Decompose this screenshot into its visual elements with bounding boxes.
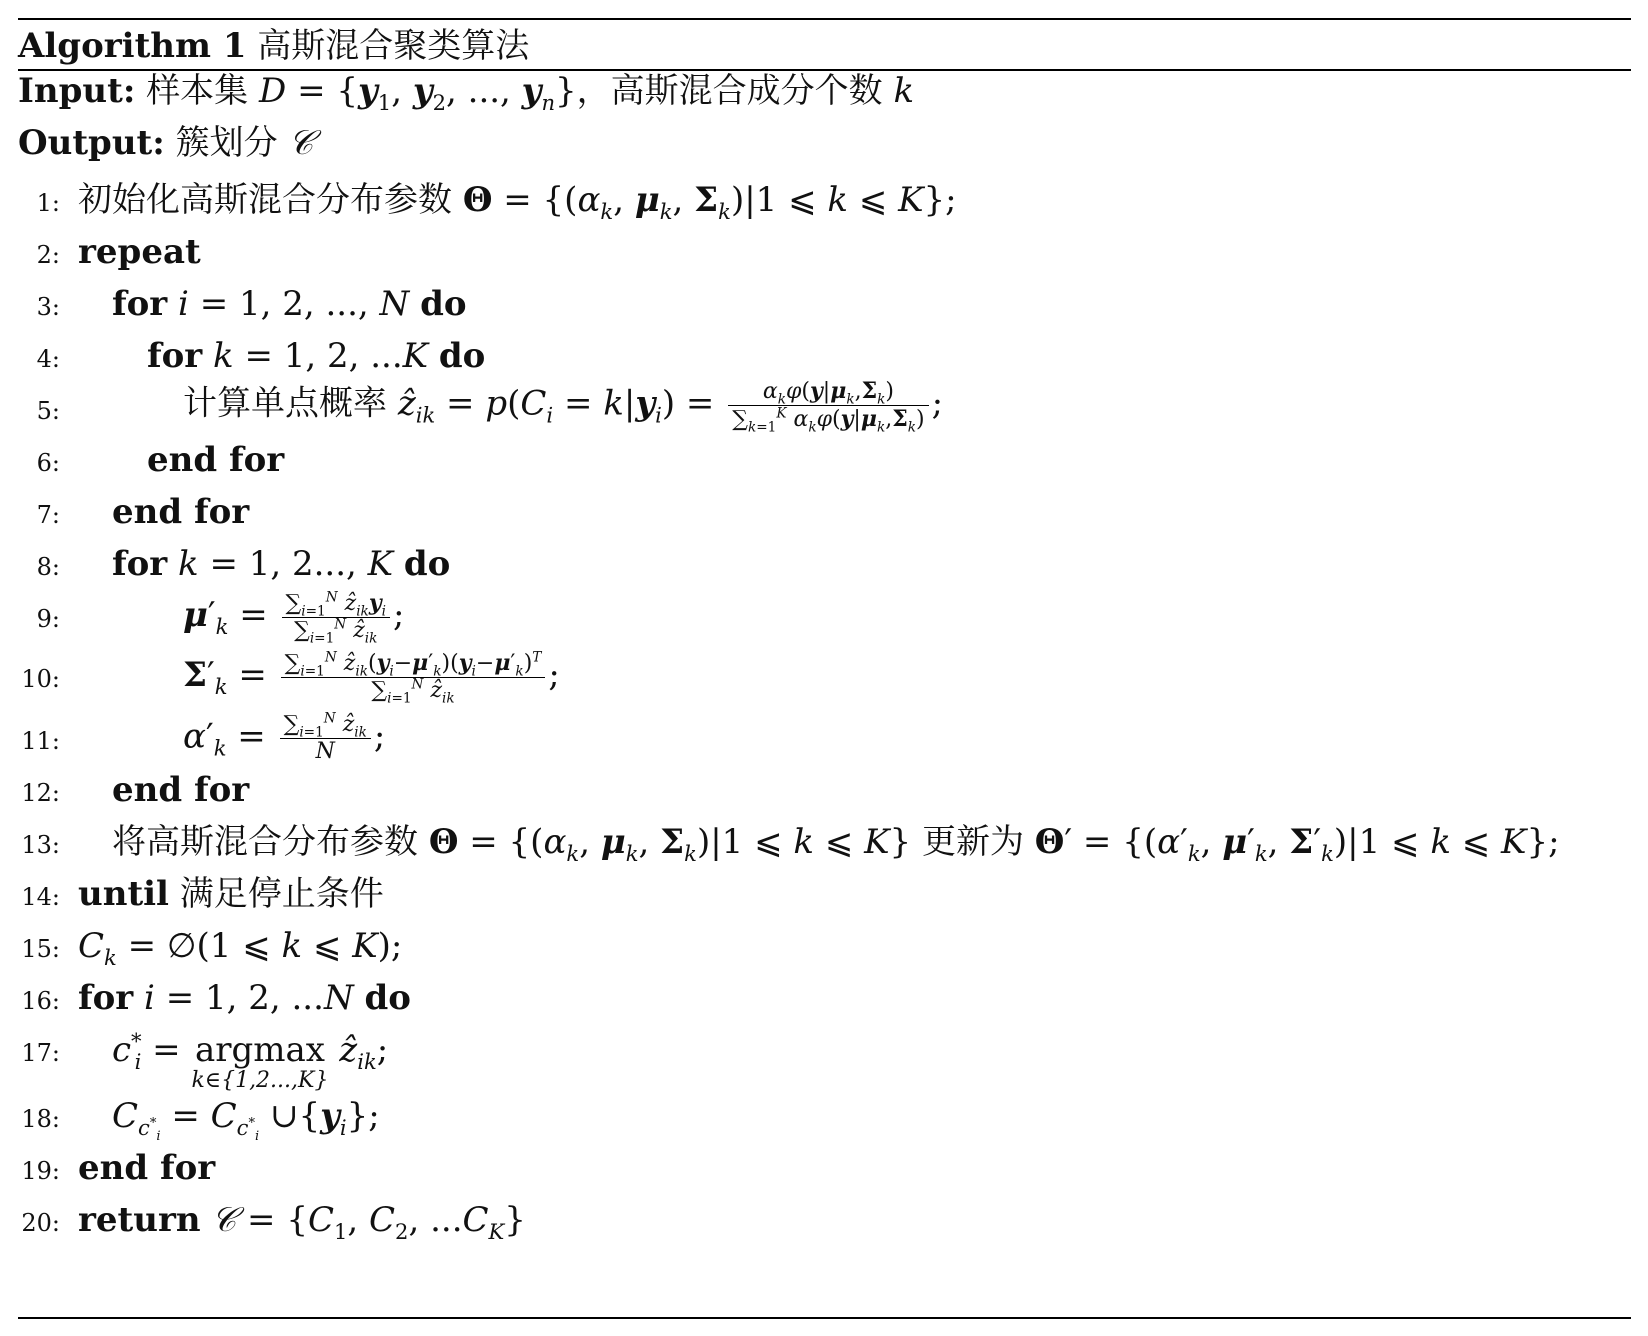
step-number: 2: — [36, 241, 60, 269]
input-label: Input: — [18, 71, 136, 111]
step-11 — [0, 712, 1640, 766]
step-1 — [0, 174, 1640, 228]
covariance-fraction: $\frac{\sum_{i=1}^N ẑ_{ik}(y_i-\mu'_k)(y_i-\mu'_k)^T}{\sum_{i=1}^N ẑ_{ik}}$ — [281, 652, 546, 702]
step-body: $\Sigma'_k$ = $\frac{\sum_{i=1}^N ẑ_{ik}(y_i-\mu'_k)(y_i-\mu'_k)^T}{\sum_{i=1}^N ẑ_{ik}}$ ; — [183, 649, 560, 707]
step-number: 3: — [36, 293, 60, 321]
step-body: return 𝒞 = {$C_1$, $C_2$, $...C_K$} — [78, 1200, 526, 1244]
step-number: 4: — [36, 345, 60, 373]
step-number: 15: — [21, 935, 60, 963]
step-20 — [0, 1194, 1640, 1248]
step-19 — [0, 1142, 1640, 1196]
step-number: 8: — [36, 553, 60, 581]
step-body: for k = 1, 2..., K do — [112, 544, 451, 584]
step-body — [78, 873, 384, 915]
step-number: 10: — [21, 665, 60, 693]
output-text: 簇划分 𝒞 — [175, 123, 314, 163]
step-body: 计算单点概率 ẑ$_{ik}$ = $p(C_i = k|y_i)$ = $\frac{\alpha_k\varphi(y|\mu_k,\Sigma_k)}{\sum_{k=1}^K \alpha_k\varphi(y|\mu_k,\Sigma_k)}$ ; — [183, 378, 944, 436]
step-6 — [0, 434, 1640, 488]
algorithm-caption — [18, 25, 529, 67]
step-body: $C_{c^*_i} = C_{c^*_i}$ $\cup\{y_i\}$; — [112, 1096, 380, 1144]
step-16 — [0, 972, 1640, 1026]
step-number: 12: — [21, 779, 60, 807]
step-body: for k = 1, 2, ...K do — [147, 336, 486, 376]
step-number: 11: — [21, 727, 60, 755]
step-14 — [0, 868, 1640, 922]
step-number: 16: — [21, 987, 60, 1015]
keyword-end-for: end for — [78, 1148, 216, 1188]
input-text: 样本集 $D = \{y_1$, $y_2$, ..., $y_n$}，高斯混合成分个数 k — [146, 71, 915, 115]
step-number: 7: — [36, 501, 60, 529]
weight-fraction: $\frac{\sum_{i=1}^N ẑ_{ik}}{N}$ — [280, 714, 371, 763]
keyword-end-for: end for — [112, 770, 250, 810]
step-12 — [0, 764, 1640, 818]
step-17 — [0, 1024, 1640, 1093]
step-5 — [0, 378, 1640, 436]
step-number: 20: — [21, 1209, 60, 1237]
step-body: 将高斯混合分布参数 $\Theta = \{(\alpha_k$, $\mu_k$, $\Sigma_k)|1$ ⩽ k ⩽ K} 更新为 $\Theta' = \{(\alpha'_k$, $\mu'_k$, $\Sigma'_k)|1$ ⩽ k ⩽ K}; — [112, 822, 1560, 866]
step-number: 19: — [21, 1157, 60, 1185]
step-body: for i = 1, 2, ..., N do — [112, 284, 467, 324]
step-number: 1: — [36, 189, 60, 217]
mean-fraction: $\frac{\sum_{i=1}^N ẑ_{ik}y_i}{\sum_{i=1}^N ẑ_{ik}}$ — [282, 592, 390, 642]
step-9 — [0, 589, 1640, 647]
output-label: Output: — [18, 123, 165, 163]
step-2 — [0, 226, 1640, 280]
step-body: for i = 1, 2, ...N do — [78, 978, 411, 1018]
algorithm-title: 高斯混合聚类算法 — [257, 26, 530, 66]
keyword-end-for: end for — [147, 440, 285, 480]
step-number: 18: — [21, 1105, 60, 1133]
step-15 — [0, 920, 1640, 974]
stop-condition: 满足停止条件 — [179, 874, 384, 914]
step-number: 9: — [36, 605, 60, 633]
output-line — [18, 122, 313, 164]
step-number: 13: — [21, 831, 60, 859]
step-body: $\mu'_k$ = $\frac{\sum_{i=1}^N ẑ_{ik}y_i}{\sum_{i=1}^N ẑ_{ik}}$ ; — [183, 589, 405, 647]
step-number: 5: — [36, 397, 60, 425]
step-number: 14: — [21, 883, 60, 911]
step-18 — [0, 1090, 1640, 1144]
keyword-repeat: repeat — [78, 232, 201, 272]
step-13 — [0, 816, 1640, 870]
keyword-end-for: end for — [112, 492, 250, 532]
algorithm-label: Algorithm 1 — [18, 26, 247, 66]
step-4 — [0, 330, 1640, 384]
keyword-until: until — [78, 874, 169, 914]
input-line — [18, 70, 915, 115]
step-body: $C_k$ = ∅(1 ⩽ k ⩽ K); — [78, 926, 403, 970]
step-body: 初始化高斯混合分布参数 $\Theta = \{(\alpha_k$, $\mu_k$, $\Sigma_k)|1$ ⩽ k ⩽ K}; — [78, 180, 957, 224]
step-7 — [0, 486, 1640, 540]
step-8 — [0, 538, 1640, 592]
step-body: $c^*_i$ = argmax k∈{1,2...,K} ẑ$_{ik}$; — [112, 1028, 389, 1093]
keyword-return: return — [78, 1200, 201, 1240]
bottom-rule — [18, 1317, 1631, 1319]
top-rule — [18, 18, 1631, 20]
step-number: 6: — [36, 449, 60, 477]
posterior-fraction: $\frac{\alpha_k\varphi(y|\mu_k,\Sigma_k)}{\sum_{k=1}^K \alpha_k\varphi(y|\mu_k,\Sigma_k)}$ — [728, 380, 928, 431]
step-3 — [0, 278, 1640, 332]
step-body: $\alpha'_k$ = $\frac{\sum_{i=1}^N ẑ_{ik}}{N}$ ; — [183, 710, 386, 764]
argmax-operator: argmax k∈{1,2...,K} — [191, 1030, 329, 1093]
step-10 — [0, 649, 1640, 707]
step-number: 17: — [21, 1039, 60, 1067]
